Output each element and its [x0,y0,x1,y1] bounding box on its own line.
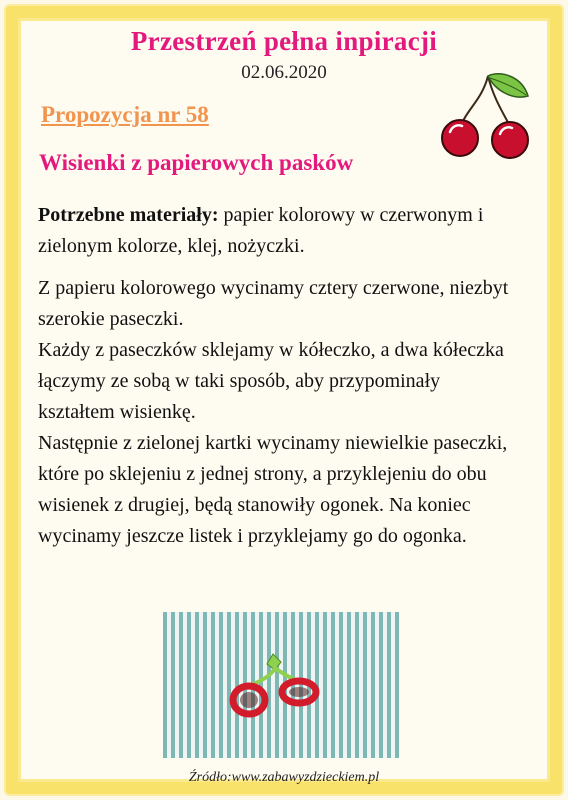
cherry-icon [436,70,532,160]
instructions [38,273,518,552]
materials-paragraph [38,200,508,262]
instruction-paragraph: Następnie z zielonej kartki wycinamy niewielkie paseczki, które po sklejeniu z jednej strony, a przyklejeniu do obu wisienek z drugiej, będą stanowiły ogonek. Na koniec wycinamy jeszcze listek i przyklejamy go do ogonka. [38,432,508,547]
materials-text: papier kolorowy w czerwonym i zielonym kolorze, klej, nożyczki. [38,204,484,257]
source-credit: Źródło:www.zabawyzdzieckiem.pl [188,770,380,785]
proposal-number: Propozycja nr 58 [41,102,209,127]
page-date: 02.06.2020 [241,62,327,83]
page-title: Przestrzeń pełna inpiracji [130,26,438,56]
instruction-paragraph: Każdy z paseczków sklejamy w kółeczko, a dwa kółeczka łączymy ze sobą w taki sposób, aby przypominały kształtem wisienkę. [38,339,504,423]
craft-photo [163,612,399,758]
paper-cherries-image [163,612,399,758]
instruction-paragraph: Z papieru kolorowego wycinamy cztery czerwone, niezbyt szerokie paseczki. [38,277,509,330]
activity-heading: Wisienki z papierowych pasków [39,150,354,175]
materials-label: Potrzebne materiały: [38,204,219,226]
